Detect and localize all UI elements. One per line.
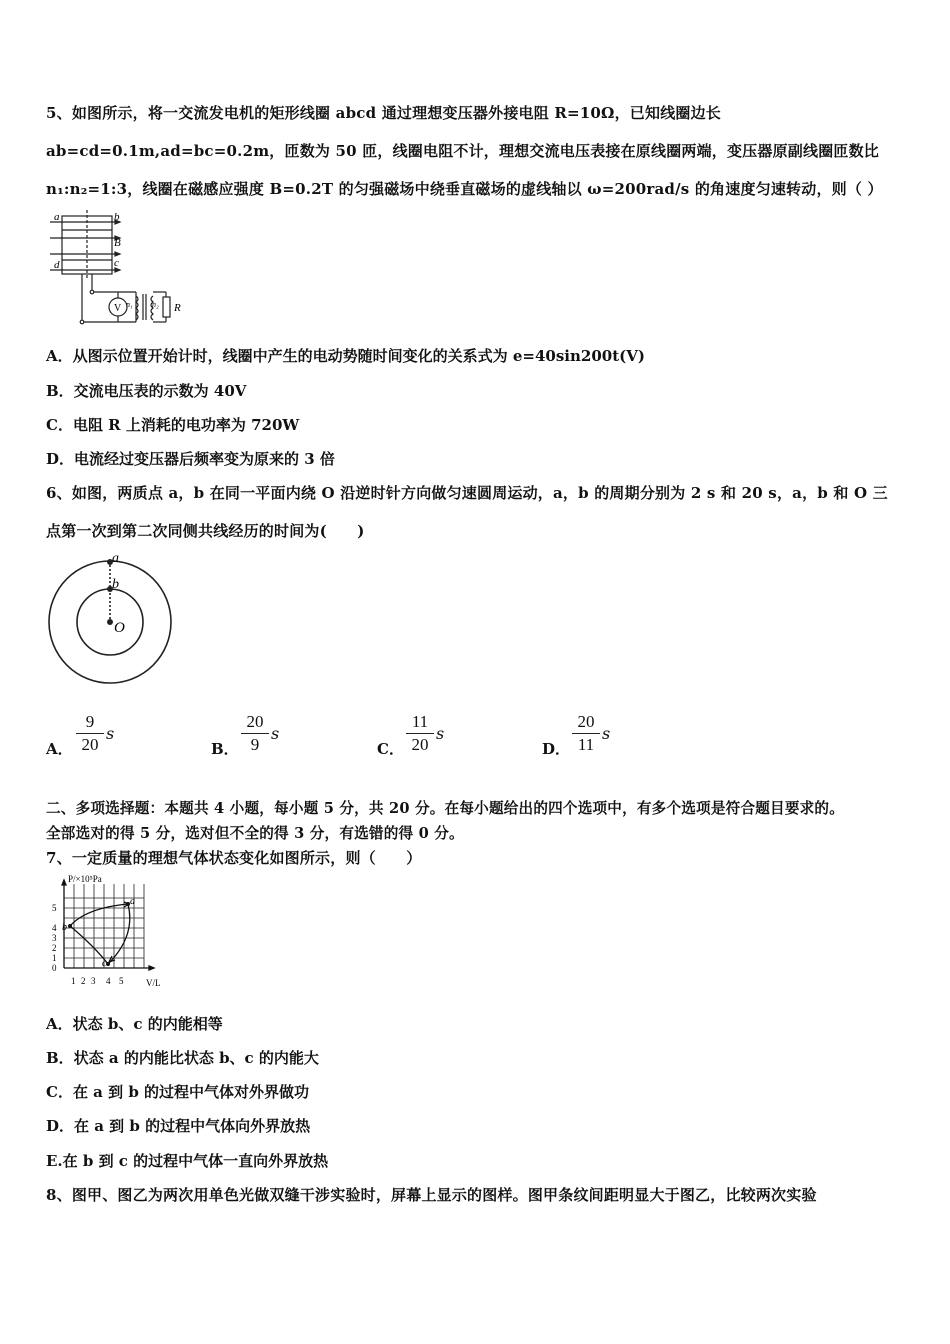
x-tick: 2 — [81, 976, 86, 986]
unit: s — [436, 724, 445, 743]
numerator: 20 — [246, 712, 264, 731]
point-O — [107, 619, 113, 625]
q7-option-b[interactable]: B．状态 a 的内能比状态 b、c 的内能大 — [46, 1049, 319, 1067]
q7-pv-graph — [46, 874, 166, 990]
label-O: O — [114, 620, 125, 636]
point-b-label: b — [62, 922, 67, 933]
numerator: 11 — [411, 712, 429, 731]
y-tick: 3 — [52, 933, 57, 943]
label-R: R — [174, 302, 181, 314]
q6-option-c-fraction[interactable] — [406, 712, 445, 755]
q5-option-c[interactable]: C．电阻 R 上消耗的电功率为 720W — [46, 416, 300, 434]
q8-stem: 8、图甲、图乙为两次用单色光做双缝干涉实验时，屏幕上显示的图样。图甲条纹间距明显大于图乙，比较两次实验 — [46, 1186, 817, 1204]
x-axis-label: V/L — [146, 978, 161, 988]
section2-header-line2: 全部选对的得 5 分，选对但不全的得 3 分，有选错的得 0 分。 — [46, 825, 464, 842]
q7-option-a[interactable]: A．状态 b、c 的内能相等 — [46, 1015, 223, 1033]
label-b: b — [112, 577, 119, 592]
x-tick: 3 — [91, 976, 96, 986]
denominator: 20 — [411, 735, 429, 754]
label-n2: n₂ — [152, 300, 159, 309]
q6-option-a-label[interactable]: A． — [46, 740, 73, 758]
q6-option-b-fraction[interactable] — [241, 712, 280, 755]
label-a: a — [54, 211, 60, 223]
section2-header-line1: 二、多项选择题：本题共 4 小题，每小题 5 分，共 20 分。在每小题给出的四个选项中，有多个选项是符合题目要求的。 — [46, 800, 844, 817]
y-tick: 0 — [52, 963, 57, 973]
numerator: 9 — [85, 712, 95, 731]
q5-option-d[interactable]: D．电流经过变压器后频率变为原来的 3 倍 — [46, 450, 335, 468]
q7-option-e[interactable]: E.在 b 到 c 的过程中气体一直向外界放热 — [46, 1152, 329, 1170]
y-tick: 2 — [52, 943, 57, 953]
q6-option-d-label[interactable]: D． — [542, 740, 571, 758]
x-tick: 1 — [71, 976, 76, 986]
x-tick: 5 — [119, 976, 124, 986]
q6-option-a-fraction[interactable] — [76, 712, 115, 755]
unit: s — [602, 724, 611, 743]
point-a-label: a — [130, 896, 135, 907]
point-c-label: c — [102, 958, 107, 969]
q5-stem-line3: n₁:n₂=1:3，线圈在磁感应强度 B=0.2T 的匀强磁场中绕垂直磁场的虚线轴以 ω=200rad/s 的角速度匀速转动，则（ ） — [46, 180, 883, 198]
q6-option-d-fraction[interactable] — [572, 712, 611, 755]
denominator: 11 — [577, 735, 595, 754]
label-B: B — [114, 237, 121, 249]
label-b: b — [114, 211, 120, 223]
numerator: 20 — [577, 712, 595, 731]
q5-stem-line1: 5、如图所示，将一交流发电机的矩形线圈 abcd 通过理想变压器外接电阻 R=10Ω，已知线圈边长 — [46, 104, 721, 122]
q5-generator-transformer-figure — [48, 208, 198, 330]
q6-option-b-label[interactable]: B． — [211, 740, 239, 758]
y-tick: 1 — [52, 953, 57, 963]
unit: s — [271, 724, 280, 743]
y-axis-label: P/×10⁵Pa — [68, 874, 102, 884]
label-c: c — [114, 257, 119, 269]
q6-stem-line1: 6、如图，两质点 a，b 在同一平面内绕 O 沿逆时针方向做匀速圆周运动，a，b 的周期分别为 2 s 和 20 s，a，b 和 O 三 — [46, 484, 888, 502]
label-n1: n₁ — [126, 300, 133, 309]
q6-circles-figure — [44, 548, 174, 688]
x-tick: 4 — [106, 976, 111, 986]
q5-stem-line2: ab=cd=0.1m,ad=bc=0.2m，匝数为 50 匝，线圈电阻不计，理想交流电压表接在原线圈两端，变压器原副线圈匝数比 — [46, 142, 880, 160]
q6-stem-line2: 点第一次到第二次同侧共线经历的时间为( ) — [46, 522, 365, 540]
unit: s — [106, 724, 115, 743]
q5-option-b[interactable]: B．交流电压表的示数为 40V — [46, 382, 247, 400]
q7-option-c[interactable]: C．在 a 到 b 的过程中气体对外界做功 — [46, 1083, 310, 1101]
label-d: d — [54, 259, 60, 271]
q5-option-a[interactable]: A．从图示位置开始计时，线圈中产生的电动势随时间变化的关系式为 e=40sin200t(V) — [46, 347, 645, 365]
label-V: V — [114, 303, 122, 314]
q7-stem: 7、一定质量的理想气体状态变化如图所示，则（ ） — [46, 849, 422, 867]
denominator: 20 — [81, 735, 99, 754]
q6-option-c-label[interactable]: C． — [377, 740, 404, 758]
denominator: 9 — [250, 735, 260, 754]
y-tick: 4 — [52, 923, 57, 933]
label-a: a — [112, 551, 119, 566]
q7-option-d[interactable]: D．在 a 到 b 的过程中气体向外界放热 — [46, 1117, 311, 1135]
y-tick: 5 — [52, 903, 57, 913]
